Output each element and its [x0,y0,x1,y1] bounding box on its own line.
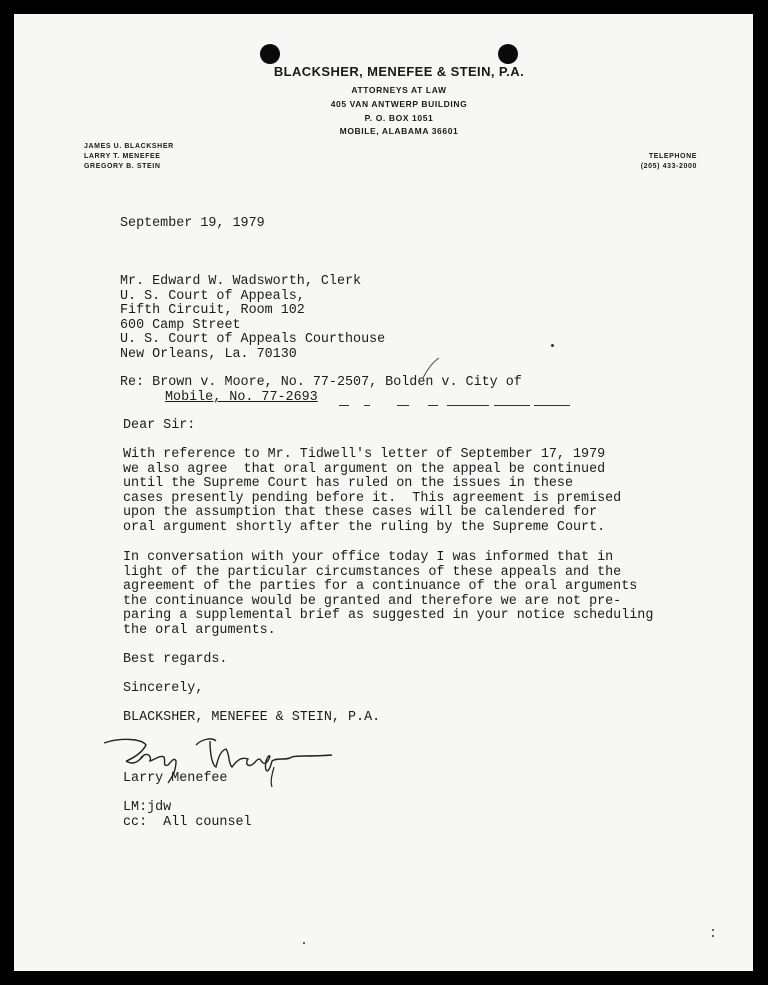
binder-hole-right [498,44,518,64]
paragraph-1-line: we also agree that oral argument on the appeal be continued [123,461,606,477]
paragraph-2-line: In conversation with your office today I was informed that in [123,550,614,565]
paragraph-1-line: With reference to Mr. Tidwell's letter of September 17, 1979 [123,447,606,462]
partner-name: JAMES U. BLACKSHER [84,143,174,150]
speck [712,929,714,931]
recipient-line: Mr. Edward W. Wadsworth, Clerk [120,274,362,289]
recipient-line: U. S. Court of Appeals Courthouse [120,332,386,347]
dash-mark [447,405,489,406]
paragraph-1-line: cases presently pending before it. This agreement is premised [123,490,622,506]
dash-mark [397,405,409,406]
letterhead-line-3: P. O. BOX 1051 [364,113,434,123]
letterhead-line-1: ATTORNEYS AT LAW [351,85,447,95]
re-line-2: Mobile, No. 77-2693 [165,390,318,405]
letter-date: September 19, 1979 [120,216,265,231]
letterhead-line-2: 405 VAN ANTWERP BUILDING [330,99,468,109]
letterhead-line-4: MOBILE, ALABAMA 36601 [339,126,459,136]
letter-page [14,14,753,971]
initials-line: LM:jdw [123,800,172,815]
pen-check-mark [421,356,441,380]
binder-hole-left [260,44,280,64]
partner-name: LARRY T. MENEFEE [84,153,161,160]
paragraph-1-line: upon the assumption that these cases will be calendered for [123,505,598,520]
closing-sincerely: Sincerely, [123,681,204,696]
salutation: Dear Sir: [123,418,196,433]
telephone-number: (205) 433-2000 [640,163,697,170]
closing-regards: Best regards. [123,652,228,667]
recipient-line: U. S. Court of Appeals, [120,288,305,304]
speck [712,935,714,937]
speck [303,942,305,944]
recipient-line: 600 Camp Street [120,317,241,333]
cc-line: cc: All counsel [123,815,252,830]
dash-mark [428,405,438,406]
paragraph-1-line: oral argument shortly after the ruling by the Supreme Court. [123,519,606,535]
paragraph-2-line: the continuance would be granted and therefore we are not pre- [123,593,622,609]
re-line-1: Re: Brown v. Moore, No. 77-2507, Bolden v. City of [120,375,522,390]
signer-name: Larry Menefee [123,771,228,786]
recipient-line: Fifth Circuit, Room 102 [120,303,305,318]
firm-signature-line: BLACKSHER, MENEFEE & STEIN, P.A. [123,710,381,725]
dash-mark [339,405,349,406]
recipient-line: New Orleans, La. 70130 [120,346,297,362]
dash-mark [494,405,530,406]
paragraph-1-line: until the Supreme Court has ruled on the issues in these [123,476,573,491]
dash-mark [364,405,370,406]
paragraph-2-line: paring a supplemental brief as suggested in your notice scheduling [123,608,654,623]
telephone-label: TELEPHONE [648,153,697,160]
speck [551,344,554,347]
dash-mark [534,405,570,406]
paragraph-2-line: light of the particular circumstances of these appeals and the [123,564,622,580]
partner-name: GREGORY B. STEIN [84,163,161,170]
firm-name: BLACKSHER, MENEFEE & STEIN, P.A. [273,64,525,79]
paragraph-2-line: agreement of the parties for a continuance of the oral arguments [123,579,638,594]
paragraph-2-line: the oral arguments. [123,622,276,638]
